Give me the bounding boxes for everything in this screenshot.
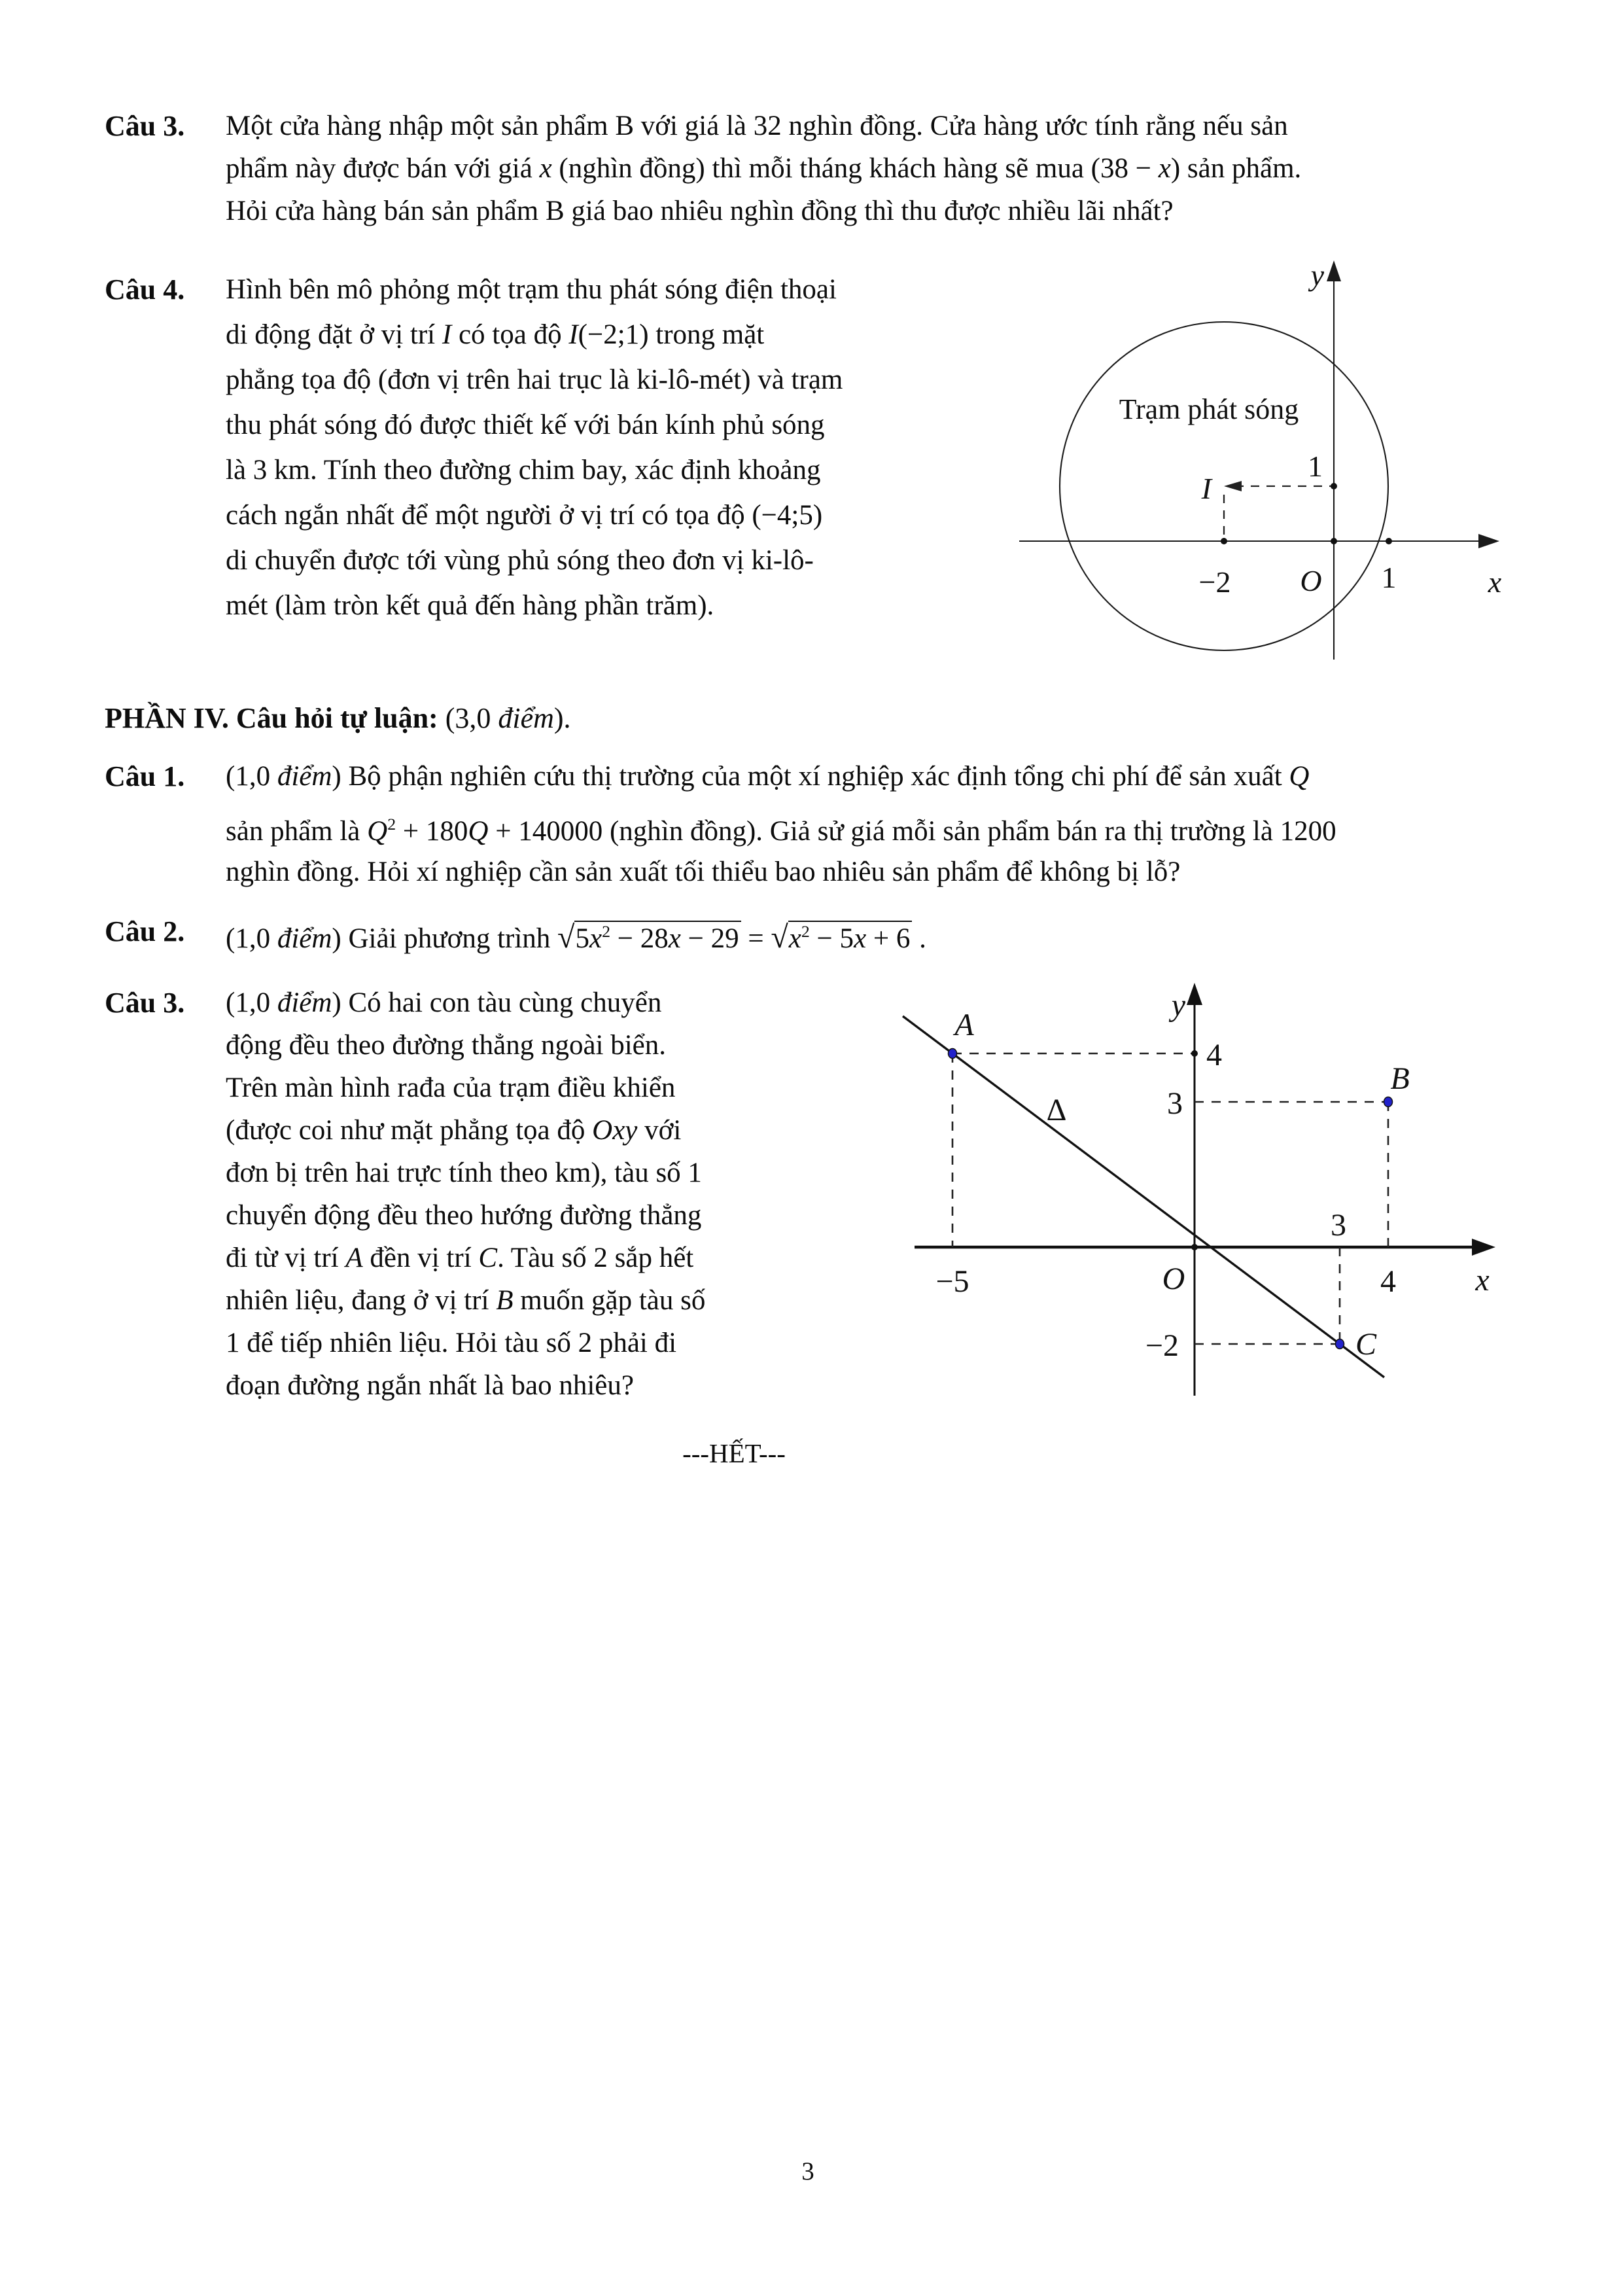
x-axis-label: x xyxy=(1475,1263,1490,1298)
center-I-label: I xyxy=(1201,472,1212,505)
end-marker: ---HẾT--- xyxy=(682,1438,786,1468)
y-axis-label: y xyxy=(1171,988,1185,1023)
text-line: Hình bên mô phỏng một trạm thu phát sóng điện thoại xyxy=(226,274,837,305)
point-C xyxy=(1336,1339,1344,1349)
text-line: di chuyển được tới vùng phủ sóng theo đơn vị ki-lô- xyxy=(226,545,814,576)
section-heading: PHẦN IV. Câu hỏi tự luận: (3,0 điểm). xyxy=(105,702,571,734)
text-line: Hỏi cửa hàng bán sản phẩm B giá bao nhiêu nghìn đồng thì thu được nhiều lãi nhất? xyxy=(226,196,1174,226)
text-line: động đều theo đường thẳng ngoài biển. xyxy=(226,1030,667,1061)
text-line: 1 để tiếp nhiên liệu. Hỏi tàu số 2 phải đi xyxy=(226,1328,677,1358)
diagram-ships-radar xyxy=(870,975,1518,1407)
text-line: đơn bị trên hai trực tính theo km), tàu số 1 xyxy=(226,1157,702,1188)
text-line: mét (làm tròn kết quả đến hàng phần trăm). xyxy=(226,590,714,621)
text-line: (được coi như mặt phẳng tọa độ Oxy với xyxy=(226,1115,682,1146)
text-line: đi từ vị trí A đền vị trí C. Tàu số 2 sắp hết xyxy=(226,1243,694,1273)
x-tick-neg5-label: −5 xyxy=(935,1264,969,1299)
question-1-text xyxy=(226,752,1524,896)
equation-line: (1,0 điểm) Giải phương trình $√5x^2 - 28x - 29 = √x^2 - 5x + 6$ . xyxy=(226,919,926,955)
origin-label: O xyxy=(1162,1262,1185,1296)
question-3b-text xyxy=(226,981,844,1407)
page-number: 3 xyxy=(801,2157,814,2185)
x-tick-neg2-label: −2 xyxy=(1198,565,1231,599)
point-B xyxy=(1384,1097,1393,1107)
text-line: Trên màn hình rađa của trạm điều khiển xyxy=(226,1072,676,1103)
line-delta xyxy=(903,1016,1384,1377)
question-4-text xyxy=(226,267,957,628)
text-line: (1,0 điểm) Có hai con tàu cùng chuyển xyxy=(226,987,662,1018)
question-4-label: Câu 4. xyxy=(105,274,185,306)
text-line: chuyển động đều theo hướng đường thẳng xyxy=(226,1200,702,1231)
diagram-signal-station xyxy=(1007,249,1524,671)
tick-dot-neg2 xyxy=(1221,538,1227,544)
x-axis-label: x xyxy=(1488,565,1502,599)
question-2-text xyxy=(226,905,1524,959)
y-tick-4-label: 4 xyxy=(1206,1038,1222,1072)
question-3-label: Câu 3. xyxy=(105,110,185,142)
x-tick-4-label: 4 xyxy=(1380,1264,1396,1299)
station-label: Trạm phát sóng xyxy=(1119,393,1299,425)
text-line: thu phát sóng đó được thiết kế với bán kính phủ sóng xyxy=(226,410,825,440)
point-A xyxy=(949,1049,957,1059)
question-1-label: Câu 1. xyxy=(105,760,185,792)
x-tick-3-label: 3 xyxy=(1331,1208,1346,1243)
text-line: Một cửa hàng nhập một sản phẩm B với giá là 32 nghìn đồng. Cửa hàng ước tính rằng nếu sản xyxy=(226,111,1288,141)
text-line: sản phẩm là $Q^2 + 180Q + 140000$ (nghìn đồng). Giả sử giá mỗi sản phẩm bán ra thị trường là 1200 xyxy=(226,815,1336,847)
point-B-label: B xyxy=(1390,1061,1410,1096)
arrow-to-I xyxy=(1224,481,1242,491)
origin-label: O xyxy=(1300,564,1322,597)
y-axis-arrow xyxy=(1327,260,1341,281)
delta-label: Δ xyxy=(1046,1093,1067,1127)
text-line: di động đặt ở vị trí I có tọa độ I(−2;1) trong mặt xyxy=(226,319,765,350)
tick-dot-y1 xyxy=(1331,483,1337,489)
question-2-label: Câu 2. xyxy=(105,915,185,947)
y-axis-label: y xyxy=(1310,258,1324,292)
x-axis-arrow xyxy=(1478,534,1499,548)
question-3-text xyxy=(226,105,1524,232)
origin-dot xyxy=(1331,538,1337,544)
y-tick-4-dot xyxy=(1191,1050,1198,1057)
origin-dot xyxy=(1191,1244,1198,1250)
y-axis-arrow xyxy=(1187,983,1202,1005)
tick-dot-1 xyxy=(1386,538,1392,544)
point-A-label: A xyxy=(954,1008,974,1042)
point-C-label: C xyxy=(1355,1327,1377,1362)
x-axis-arrow xyxy=(1472,1239,1495,1256)
text-line: cách ngắn nhất để một người ở vị trí có tọa độ (−4;5) xyxy=(226,500,823,531)
text-line: đoạn đường ngắn nhất là bao nhiêu? xyxy=(226,1370,634,1401)
text-line: (1,0 điểm) Bộ phận nghiên cứu thị trường của một xí nghiệp xác định tổng chi phí để sản xuất Q xyxy=(226,761,1310,792)
text-line: là 3 km. Tính theo đường chim bay, xác định khoảng xyxy=(226,455,821,486)
text-line: phẳng tọa độ (đơn vị trên hai trục là ki-lô-mét) và trạm xyxy=(226,364,843,395)
text-line: nhiên liệu, đang ở vị trí B muốn gặp tàu số xyxy=(226,1285,706,1316)
question-3b-label: Câu 3. xyxy=(105,987,185,1019)
x-tick-1-label: 1 xyxy=(1381,561,1397,594)
y-tick-1-label: 1 xyxy=(1308,450,1323,483)
text-line: phẩm này được bán với giá x (nghìn đồng) thì mỗi tháng khách hàng sẽ mua (38 − x) sản phẩm. xyxy=(226,153,1302,184)
y-tick-neg2-label: −2 xyxy=(1145,1328,1179,1363)
text-line: nghìn đồng. Hỏi xí nghiệp cần sản xuất tối thiểu bao nhiêu sản phẩm để không bị lỗ? xyxy=(226,857,1181,887)
y-tick-3-label: 3 xyxy=(1167,1086,1183,1121)
